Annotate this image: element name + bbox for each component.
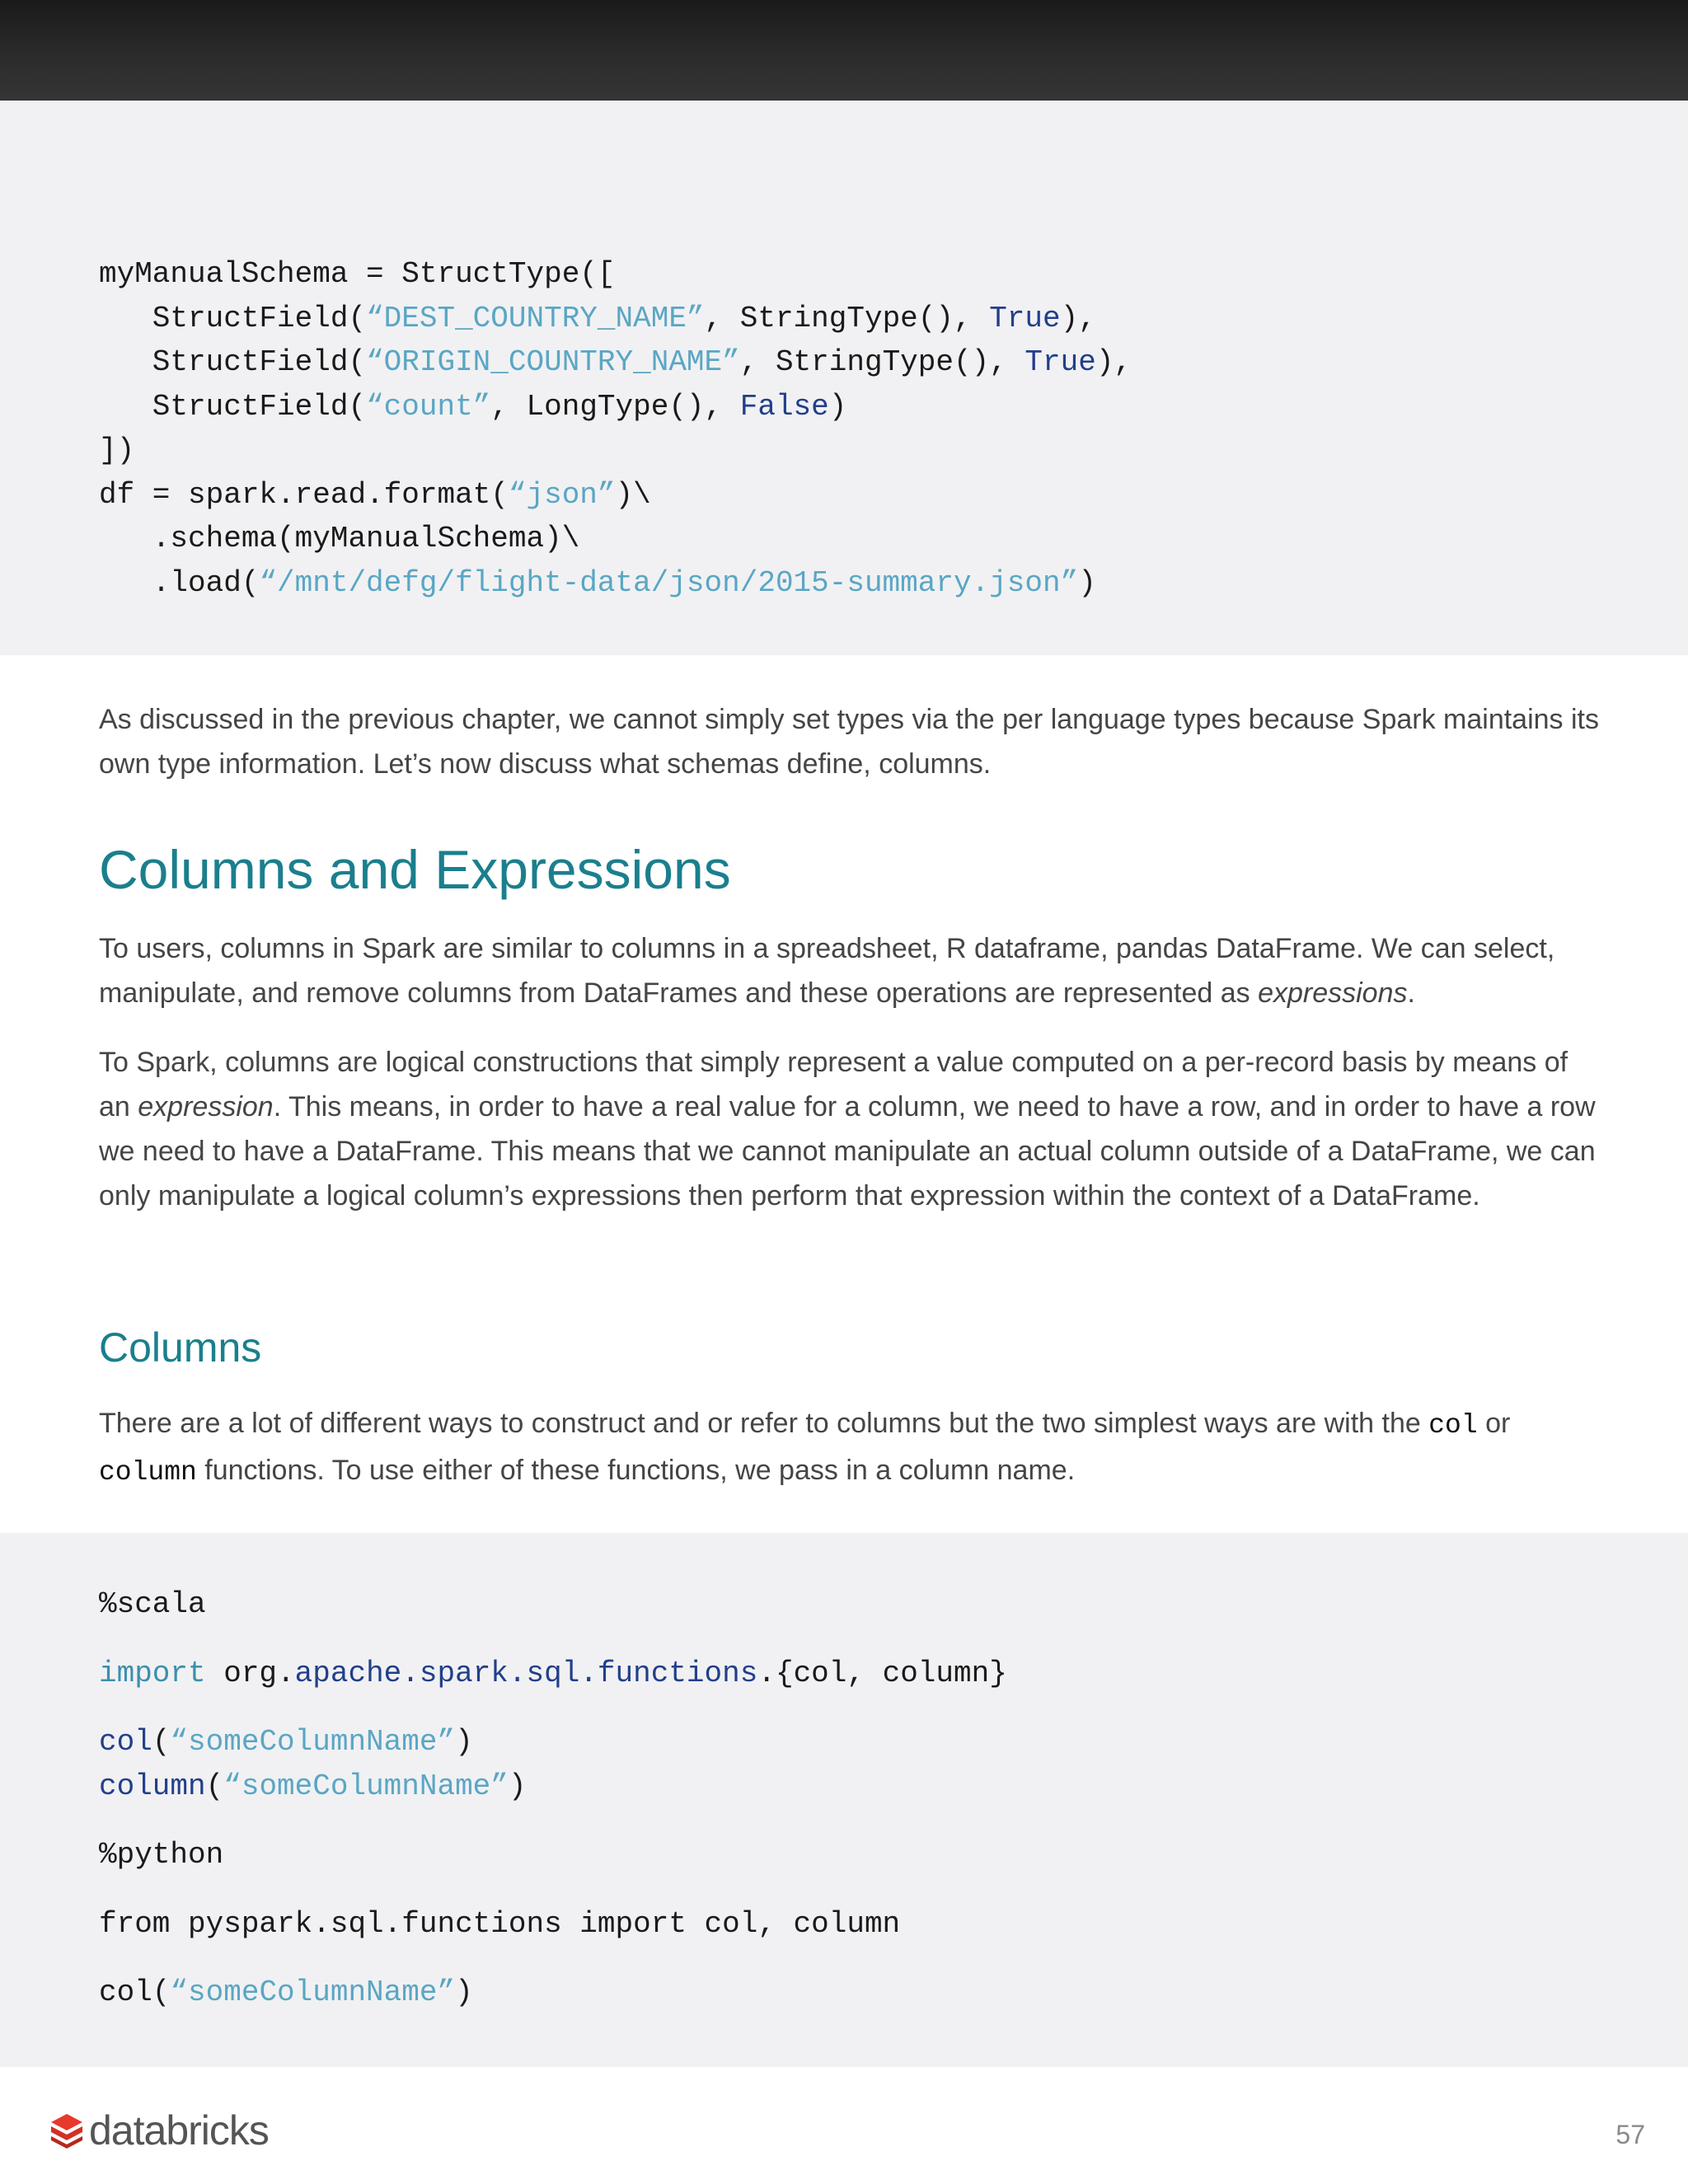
header-banner xyxy=(0,0,1688,101)
code-token: “DEST_COUNTRY_NAME” xyxy=(366,301,705,335)
code-line xyxy=(99,473,1132,518)
code-token: df = spark.read.format( xyxy=(99,477,509,512)
code-line xyxy=(99,1765,1007,1809)
code-gap xyxy=(99,1877,1007,1902)
page-number: 57 xyxy=(1615,2120,1645,2149)
paragraph-spark xyxy=(99,1040,1599,1218)
code-token: StructField( xyxy=(99,345,367,379)
paragraph-users-end: . xyxy=(1407,977,1415,1009)
code-line xyxy=(99,1582,1007,1627)
code-token: org. xyxy=(205,1656,295,1690)
code-token: myManualSchema = StructType([ xyxy=(99,257,616,291)
code-token: ) xyxy=(508,1769,527,1803)
paragraph-col-text: There are a lot of different ways to construct and or refer to columns but the two simplest ways are with the xyxy=(99,1408,1429,1439)
paragraph-col-middle: or xyxy=(1477,1408,1511,1439)
code-token: %scala xyxy=(99,1587,206,1621)
code-line xyxy=(99,1720,1007,1765)
code-line xyxy=(99,1971,1007,2015)
code-token: .{col, column} xyxy=(757,1656,1007,1690)
code-gap xyxy=(99,1946,1007,1971)
code-line xyxy=(99,429,1132,473)
code-token: )\ xyxy=(615,477,651,512)
code-token: “someColumnName” xyxy=(170,1725,456,1759)
code-token: ) xyxy=(455,1725,473,1759)
code-token: .schema(myManualSchema)\ xyxy=(99,522,580,555)
code-gap xyxy=(99,1808,1007,1833)
databricks-logo xyxy=(49,2106,269,2155)
code-token: ), xyxy=(1060,301,1096,335)
code-line xyxy=(99,297,1132,341)
code-block-columns xyxy=(99,1582,1007,2015)
code-token: import xyxy=(99,1656,206,1690)
code-token: “someColumnName” xyxy=(170,1975,456,2009)
code-token: col( xyxy=(99,1975,171,2009)
paragraph-intro xyxy=(99,697,1599,786)
code-line xyxy=(99,340,1132,385)
code-line xyxy=(99,1902,1007,1947)
code-line xyxy=(99,1652,1007,1696)
paragraph-spark-text: To Spark, columns are logical constructions that simply represent a value computed on a per-record basis by means of an xyxy=(99,1047,1568,1122)
paragraph-users-em: expressions xyxy=(1258,977,1408,1009)
heading-columns: Columns xyxy=(99,1324,262,1371)
inline-code-col: col xyxy=(1428,1410,1478,1441)
code-token: “count” xyxy=(366,389,491,424)
code-token: ( xyxy=(152,1725,171,1759)
code-token: ( xyxy=(205,1769,224,1803)
code-token: , StringType(), xyxy=(739,345,1025,379)
code-line xyxy=(99,1833,1007,1877)
code-token: ]) xyxy=(99,434,135,467)
code-gap xyxy=(99,1695,1007,1720)
code-token: , LongType(), xyxy=(490,389,740,424)
code-gap xyxy=(99,1627,1007,1652)
code-panel-columns xyxy=(0,1533,1688,2067)
code-token: .load( xyxy=(99,565,260,600)
code-token: col xyxy=(99,1725,152,1759)
code-token: from pyspark.sql.functions import col, column xyxy=(99,1906,901,1941)
code-token: False xyxy=(739,389,829,424)
code-line xyxy=(99,517,1132,561)
paragraph-spark-end: . This means, in order to have a real value for a column, we need to have a row, and in order to have a row we need to have a DataFrame. This means that we cannot manipulate an actual column outside of a DataFrame, we can only manipulate a logical column’s expressions then perform that expression within the context of a DataFrame. xyxy=(99,1091,1596,1212)
code-token: StructField( xyxy=(99,389,367,424)
inline-code-column: column xyxy=(99,1457,197,1488)
code-token: True xyxy=(1025,345,1096,379)
code-line xyxy=(99,385,1132,429)
databricks-logo-icon xyxy=(49,2112,84,2149)
code-token: column xyxy=(99,1769,206,1803)
code-line xyxy=(99,561,1132,606)
code-token: ) xyxy=(1078,565,1096,600)
code-token: %python xyxy=(99,1838,224,1872)
code-token: , StringType(), xyxy=(704,301,990,335)
paragraph-col-end: functions. To use either of these functions, we pass in a column name. xyxy=(196,1455,1076,1486)
paragraph-users xyxy=(99,926,1599,1015)
code-block-schema xyxy=(99,252,1132,605)
code-token: “json” xyxy=(508,477,616,512)
code-panel-schema xyxy=(0,101,1688,655)
code-token: ) xyxy=(455,1975,473,2009)
code-token: “someColumnName” xyxy=(223,1769,509,1803)
databricks-logo-text: databricks xyxy=(89,2107,269,2154)
paragraph-intro-text: As discussed in the previous chapter, we cannot simply set types via the per language types because Spark maintains its own type information. Let’s now discuss what schemas define, columns. xyxy=(99,704,1599,780)
code-token: True xyxy=(989,301,1061,335)
code-token: “ORIGIN_COUNTRY_NAME” xyxy=(366,345,740,379)
code-line xyxy=(99,252,1132,297)
paragraph-spark-em: expression xyxy=(138,1091,274,1122)
heading-columns-and-expressions: Columns and Expressions xyxy=(99,839,731,900)
paragraph-col-functions xyxy=(99,1401,1599,1495)
code-token: StructField( xyxy=(99,301,367,335)
paragraph-users-text: To users, columns in Spark are similar to columns in a spreadsheet, R dataframe, pandas DataFrame. We can select, manipulate, and remove columns from DataFrames and these operations are represented as xyxy=(99,933,1555,1009)
code-token: “/mnt/defg/flight-data/json/2015-summary.json” xyxy=(259,565,1079,600)
code-token: ) xyxy=(828,389,847,424)
code-token: ), xyxy=(1095,345,1132,379)
code-token: apache.spark.sql.functions xyxy=(294,1656,758,1690)
